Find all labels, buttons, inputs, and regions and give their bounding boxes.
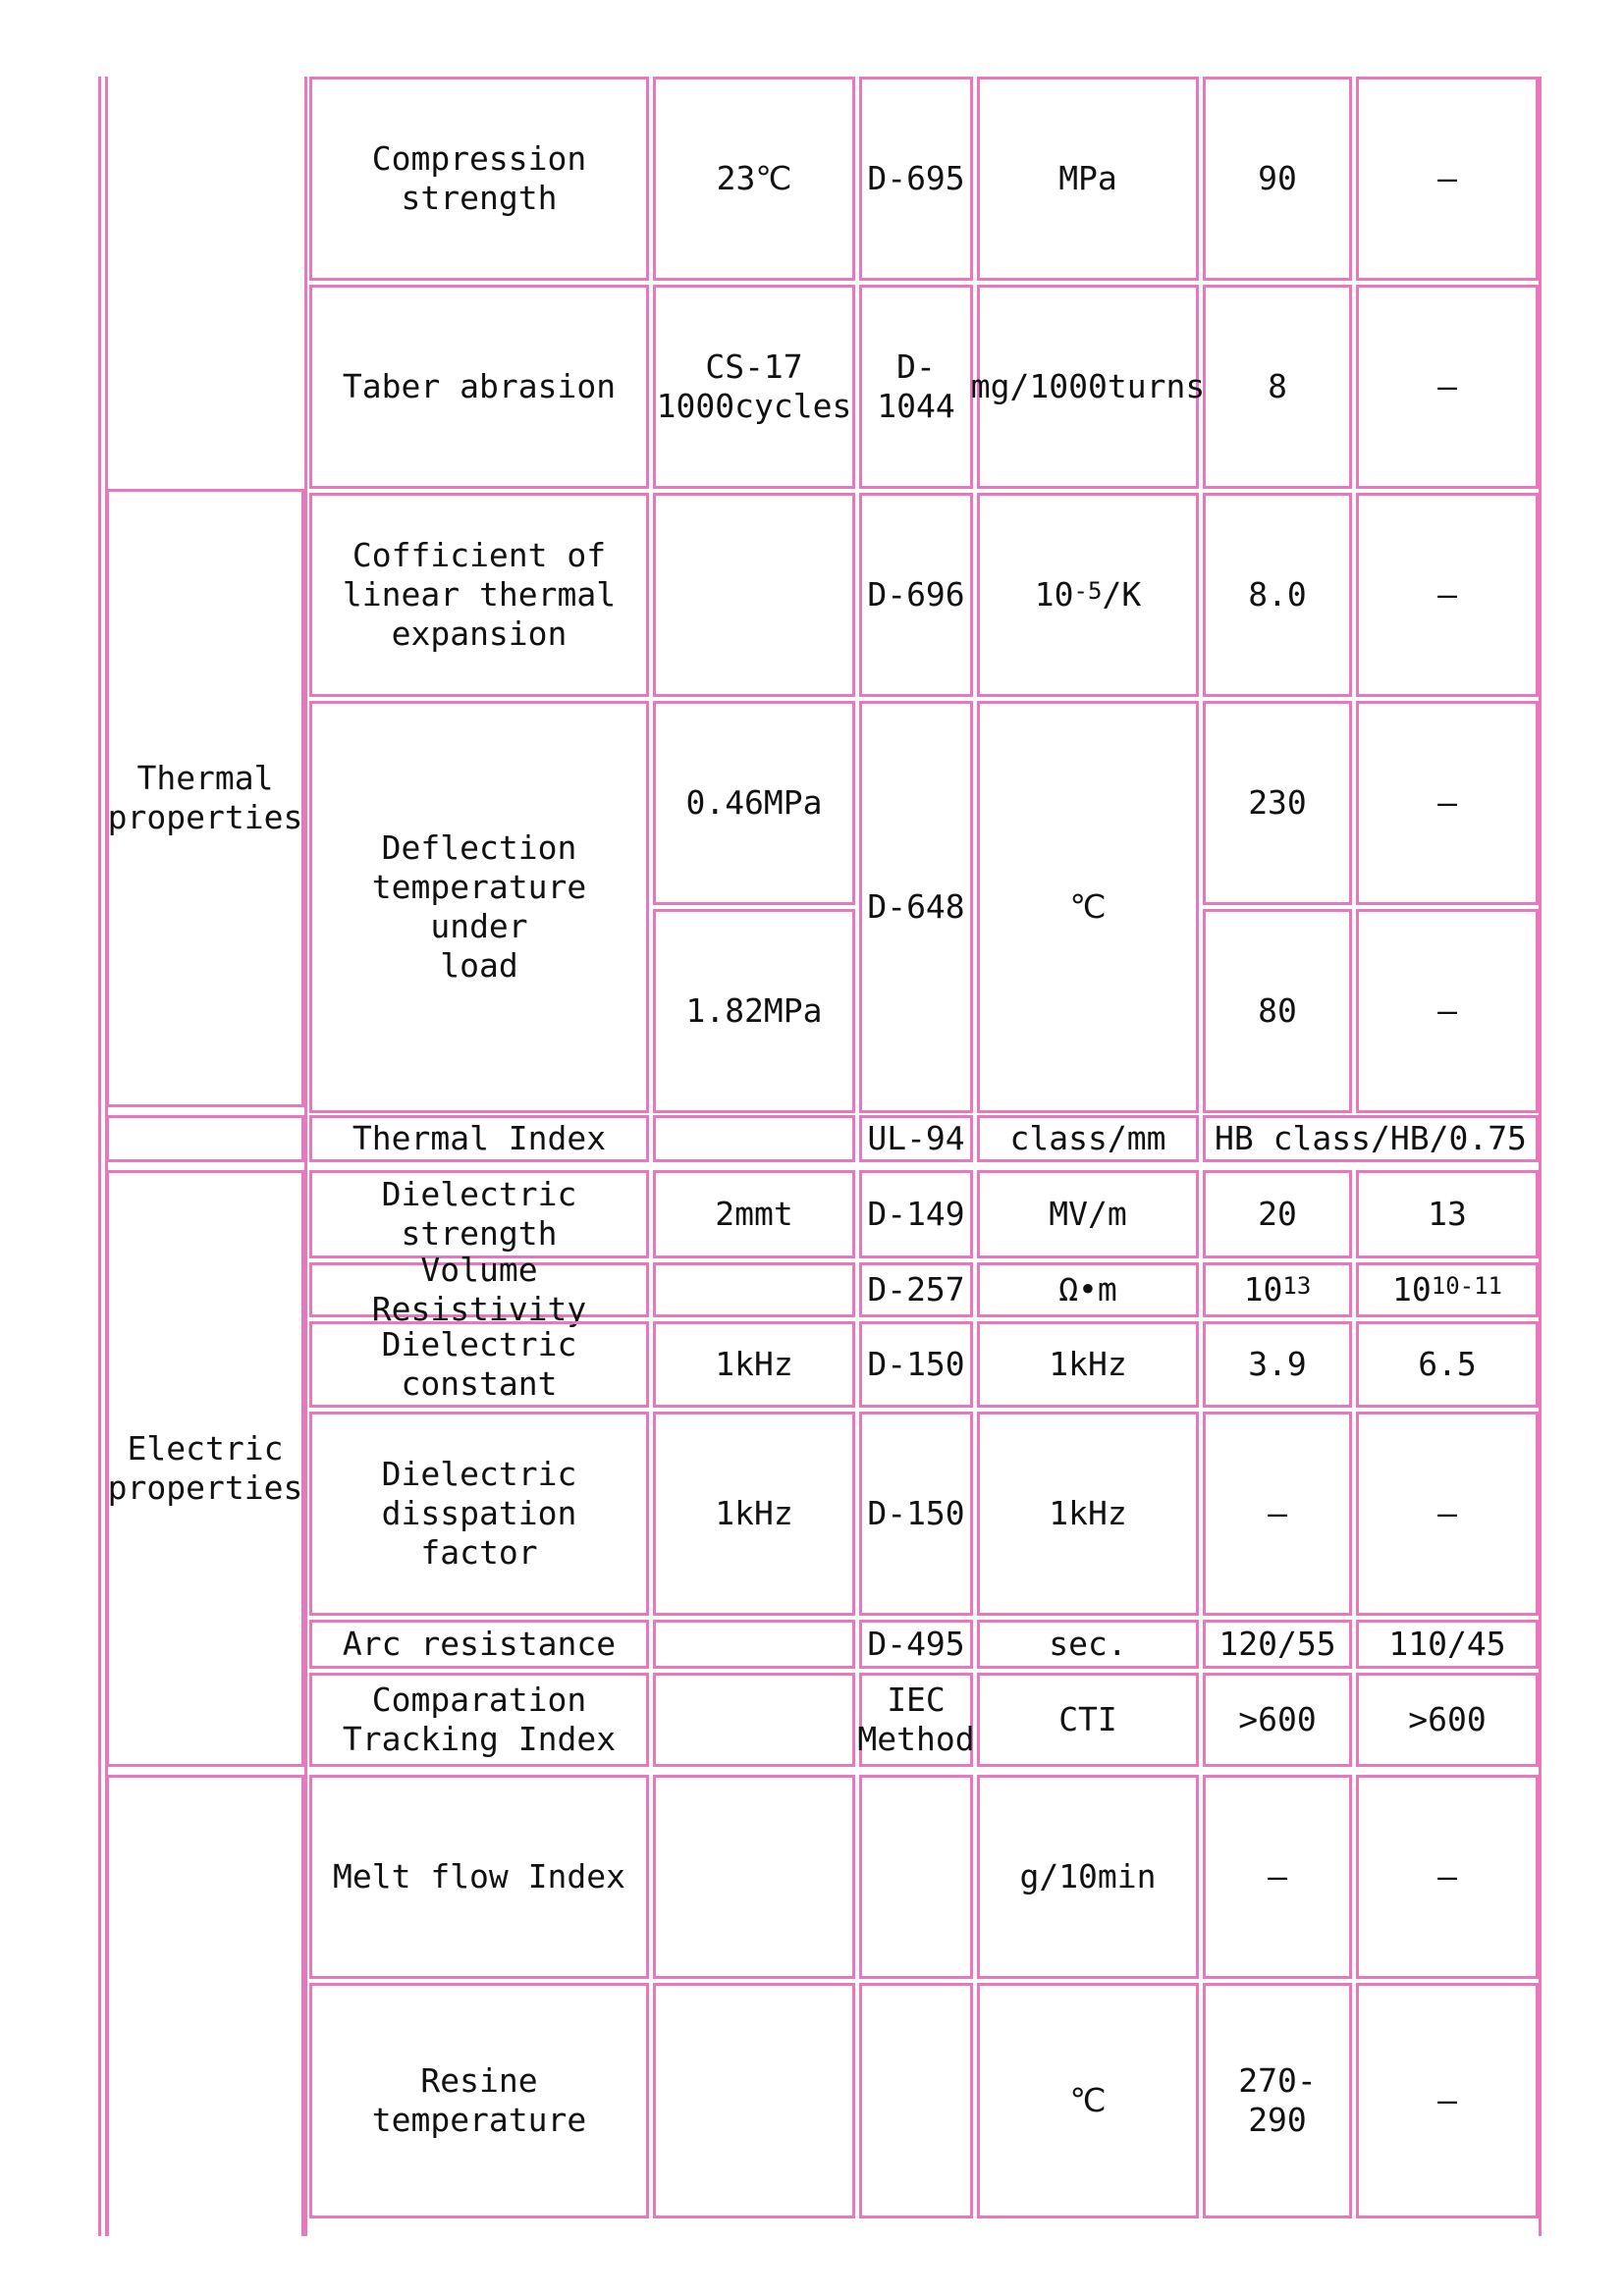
unit-cell: CTI xyxy=(977,1673,1199,1767)
section-cell-bottom xyxy=(106,1775,304,2236)
condition-cell xyxy=(653,1775,855,1979)
unit-cell: 1kHz xyxy=(977,1321,1199,1408)
condition-cell xyxy=(653,1983,855,2218)
method-cell: D-695 xyxy=(859,77,973,281)
unit-cell: MV/m xyxy=(977,1170,1199,1258)
unit-cell: ℃ xyxy=(977,701,1199,1113)
value-b-cell: 13 xyxy=(1356,1170,1539,1258)
value-a-cell: 3.9 xyxy=(1203,1321,1352,1408)
value-b-cell: >600 xyxy=(1356,1673,1539,1767)
method-cell: IEC Method xyxy=(859,1673,973,1767)
value-a-cell: 20 xyxy=(1203,1170,1352,1258)
value-merged-cell: HB class/HB/0.75 xyxy=(1203,1115,1539,1162)
condition-cell: 1kHz xyxy=(653,1321,855,1408)
value-a-cell: >600 xyxy=(1203,1673,1352,1767)
group-divider-rule xyxy=(304,77,307,2236)
section-cell-top xyxy=(108,77,304,479)
value-a-cell: 10 $^{13}$ xyxy=(1203,1262,1352,1317)
method-cell xyxy=(859,1983,973,2218)
value-a-cell: 90 xyxy=(1203,77,1352,281)
method-cell: D-150 xyxy=(859,1412,973,1616)
property-cell: Dielectric constant xyxy=(309,1321,649,1408)
property-cell: Cofficient of linear thermal expansion xyxy=(309,493,649,697)
unit-cell: Ω•m xyxy=(977,1262,1199,1317)
unit-cell: 10 $^{-5}$ /K xyxy=(977,493,1199,697)
value-base: 10 xyxy=(1243,1269,1283,1308)
property-cell: Taber abrasion xyxy=(309,285,649,489)
section-cell-thermal: Thermal properties xyxy=(106,489,304,1107)
unit-cell: MPa xyxy=(977,77,1199,281)
value-a-cell: — xyxy=(1203,1412,1352,1616)
property-cell: Deflection temperature under load xyxy=(309,701,649,1113)
property-cell: Resine temperature xyxy=(309,1983,649,2218)
condition-cell: CS-17 1000cycles xyxy=(653,285,855,489)
value-b-cell: — xyxy=(1356,1412,1539,1616)
value-b-cell: — xyxy=(1356,701,1539,905)
condition-cell xyxy=(653,1115,855,1162)
condition-cell xyxy=(653,1673,855,1767)
method-cell: D-648 xyxy=(859,701,973,1113)
value-b-cell: — xyxy=(1356,77,1539,281)
property-cell: Dielectric strength xyxy=(309,1170,649,1258)
value-base: 10 xyxy=(1392,1269,1432,1308)
value-b-cell: 6.5 xyxy=(1356,1321,1539,1408)
condition-cell: 0.46MPa xyxy=(653,701,855,905)
property-cell: Arc resistance xyxy=(309,1620,649,1669)
section-cell-electric: Electric properties xyxy=(106,1170,304,1767)
unit-base: 10 xyxy=(1034,574,1074,614)
unit-cell: 1kHz xyxy=(977,1412,1199,1616)
property-cell: Compression strength xyxy=(309,77,649,281)
method-cell: UL-94 xyxy=(859,1115,973,1162)
value-b-cell: — xyxy=(1356,493,1539,697)
method-cell: D-149 xyxy=(859,1170,973,1258)
unit-cell: mg/1000turns xyxy=(977,285,1199,489)
property-cell: Thermal Index xyxy=(309,1115,649,1162)
value-a-cell: 8 xyxy=(1203,285,1352,489)
outer-left-rule xyxy=(98,77,101,2236)
outer-right-rule xyxy=(1539,77,1542,2236)
property-cell: Volume Resistivity xyxy=(309,1262,649,1317)
value-b-cell: — xyxy=(1356,1775,1539,1979)
method-cell: D-150 xyxy=(859,1321,973,1408)
condition-cell xyxy=(653,1262,855,1317)
condition-cell: 1kHz xyxy=(653,1412,855,1616)
section-cell-blank xyxy=(106,1115,304,1162)
value-a-cell: 80 xyxy=(1203,909,1352,1113)
condition-cell: 2mmt xyxy=(653,1170,855,1258)
property-cell: Comparation Tracking Index xyxy=(309,1673,649,1767)
property-table xyxy=(98,77,1542,2236)
value-b-cell: — xyxy=(1356,909,1539,1113)
method-cell xyxy=(859,1775,973,1979)
unit-suffix: /K xyxy=(1102,574,1142,614)
value-a-cell: 8.0 xyxy=(1203,493,1352,697)
value-b-cell: 10 $^{10-11}$ xyxy=(1356,1262,1539,1317)
property-cell: Dielectric disspation factor xyxy=(309,1412,649,1616)
value-a-cell: 270-290 xyxy=(1203,1983,1352,2218)
value-a-cell: 230 xyxy=(1203,701,1352,905)
value-b-cell: 110/45 xyxy=(1356,1620,1539,1669)
value-a-cell: — xyxy=(1203,1775,1352,1979)
method-cell: D-495 xyxy=(859,1620,973,1669)
method-cell: D-696 xyxy=(859,493,973,697)
unit-cell: class/mm xyxy=(977,1115,1199,1162)
unit-cell: g/10min xyxy=(977,1775,1199,1979)
condition-cell xyxy=(653,493,855,697)
unit-cell: ℃ xyxy=(977,1983,1199,2218)
unit-cell: sec. xyxy=(977,1620,1199,1669)
value-b-cell: — xyxy=(1356,1983,1539,2218)
condition-cell: 23℃ xyxy=(653,77,855,281)
method-cell: D-1044 xyxy=(859,285,973,489)
condition-cell xyxy=(653,1620,855,1669)
value-a-cell: 120/55 xyxy=(1203,1620,1352,1669)
method-cell: D-257 xyxy=(859,1262,973,1317)
property-cell: Melt flow Index xyxy=(309,1775,649,1979)
condition-cell: 1.82MPa xyxy=(653,909,855,1113)
value-b-cell: — xyxy=(1356,285,1539,489)
